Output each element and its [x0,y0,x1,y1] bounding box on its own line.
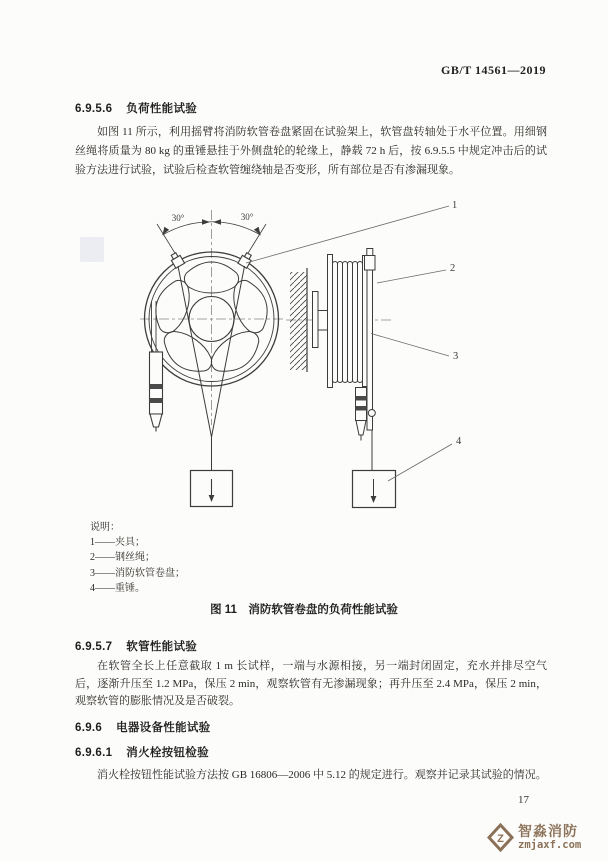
section-number: 6.9.5.7 [75,641,113,653]
legend-item-2: 2——钢丝绳； [90,552,155,564]
section-title: 电器设备性能试验 [116,722,211,734]
section-number: 6.9.6.1 [75,747,113,759]
callout-label-4: 4 [456,436,462,447]
callout-label-1: 1 [452,200,458,211]
zhimiao-logo-icon [487,823,514,852]
figure-legend [90,520,185,596]
section-heading-6-9-6-1 [75,744,209,760]
weight-box-side [353,471,396,508]
hose-nozzle-side [356,388,367,441]
section-number: 6.9.6 [75,722,103,734]
hose-reel-drum [328,255,368,388]
reel-front-view [140,210,284,507]
legend-item-3: 3——消防软管卷盘； [90,567,185,579]
section-heading-6-9-5-7 [75,638,197,654]
callout-label-2: 2 [450,263,456,274]
callout-label-3: 3 [453,351,459,362]
legend-item-1: 1——夹具； [90,537,145,549]
site-watermark [487,823,581,852]
weight-box-front [191,471,233,507]
angle-label-left: 30° [171,213,185,223]
section-title: 消火栓按钮检验 [126,747,209,759]
section-number: 6.9.5.6 [75,103,113,115]
paragraph-load-test: 如图 11 所示，利用摇臂将消防软管卷盘紧固在试验架上，软管盘转轴处于水平位置。用细钢丝绳将质量为 80 kg 的重锤悬挂于外侧盘轮的轮缘上，静载 72 h 后，按 6.9.5.5 中规定冲击后的试验方法进行试验，试验后检查软管缠绕轴是否变形，所有部位是否有渗漏现象。 [75,126,547,176]
hose-nozzle-front [150,301,163,432]
legend-title: 说明： [90,522,120,533]
mounting-wall [290,268,307,372]
reel-shaft [318,311,328,331]
watermark-brand: 智淼消防 [518,823,578,840]
watermark-domain: zmjaxf.com [518,839,582,852]
paragraph-hose-test: 在软管全长上任意截取 1 m 长试样，一端与水源相接，另一端封闭固定，充水并排尽空气后，逐渐升压至 1.2 MPa，保压 2 min，观察软管有无渗漏现象；再升压至 2.4 MPa，保压 2 min，观察软管的膨胀情况及是否破裂。 [75,660,547,707]
legend-item-4: 4——重锤。 [90,582,145,594]
standard-code-header: GB/T 14561—2019 [441,63,546,77]
section-title: 软管性能试验 [126,641,198,653]
figure-caption: 图 11 消防软管卷盘的负荷性能试验 [210,604,398,616]
logo-letter: Z [497,833,504,845]
angle-label-right: 30° [240,212,254,222]
reel-side-view [286,249,396,508]
paragraph-button-test: 消火栓按钮性能试验方法按 GB 16806—2006 中 5.12 的规定进行。观察并记录其试验的情况。 [97,769,547,781]
section-heading-6-9-6 [75,719,210,735]
section-title: 负荷性能试验 [126,103,198,115]
wall-bracket-plate [313,292,319,348]
page-number: 17 [518,794,529,806]
